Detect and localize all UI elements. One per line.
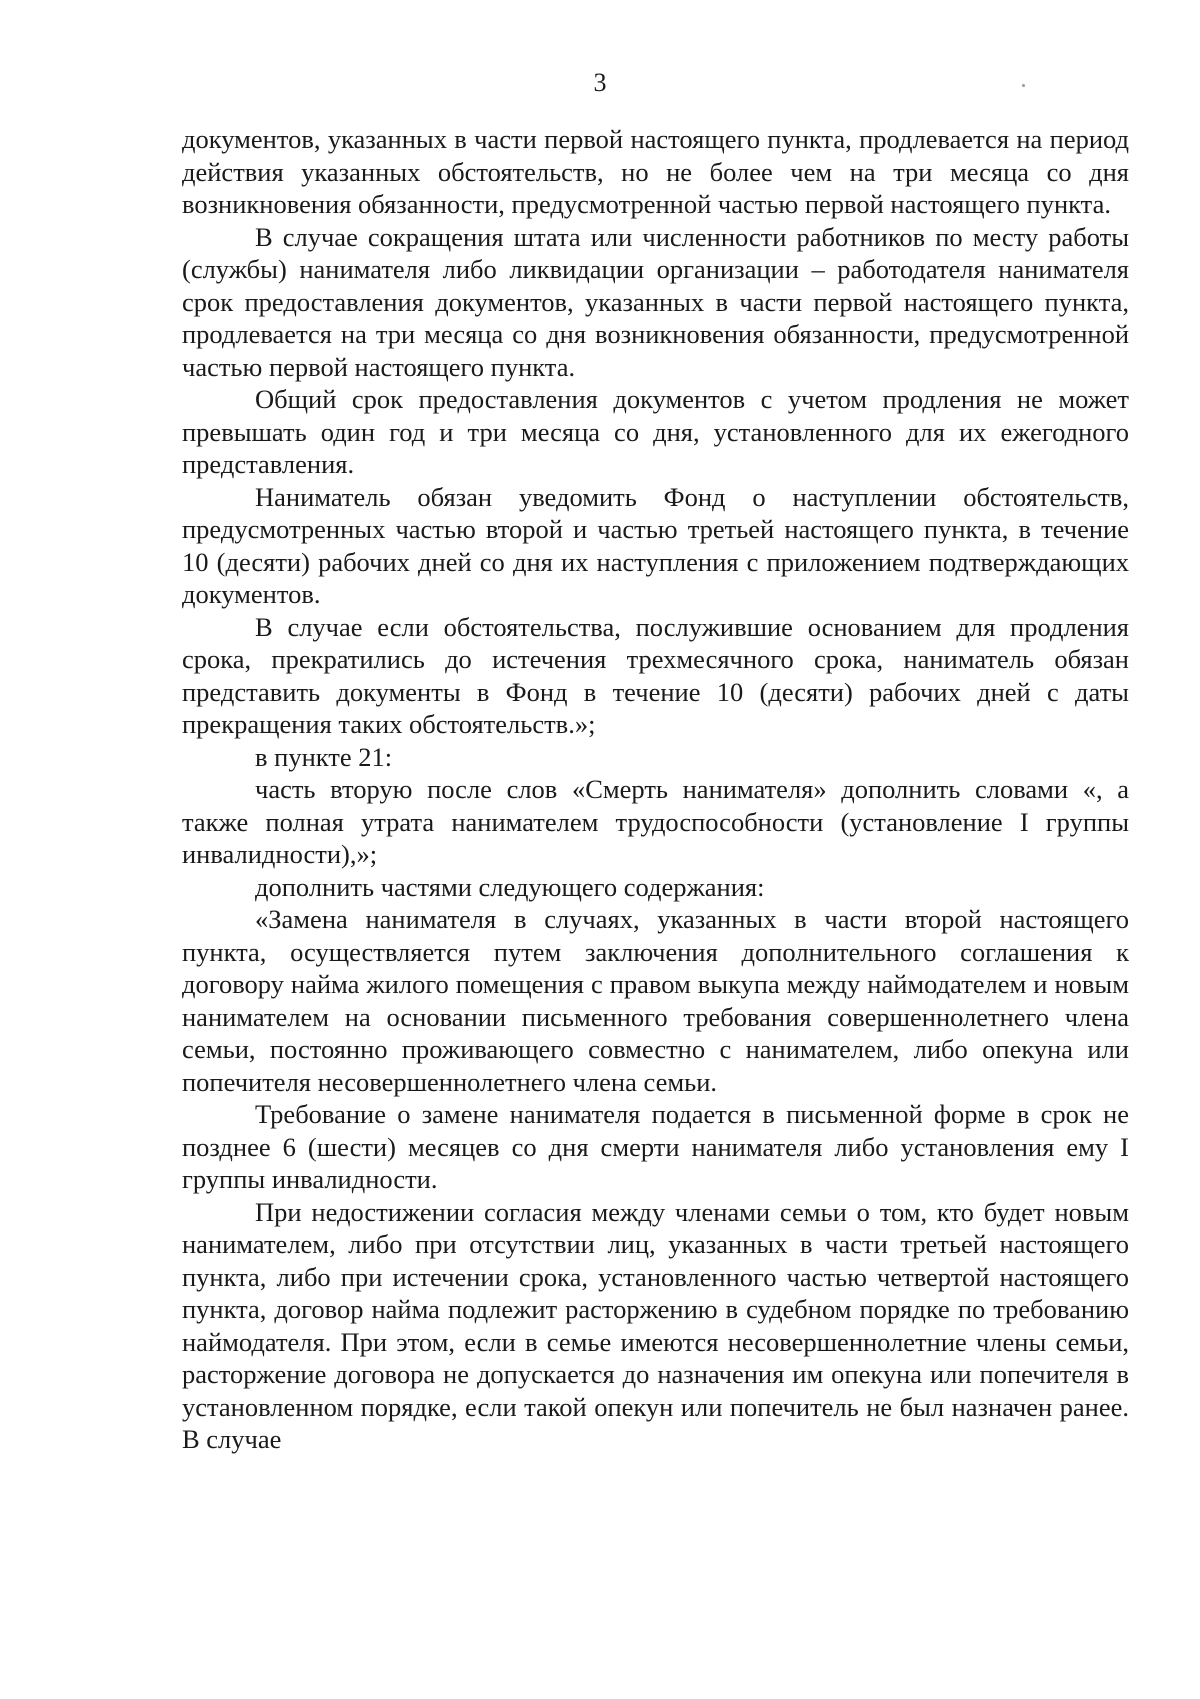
paragraph: В случае сокращения штата или численности работников по месту работы (службы) нанимателя либо ликвидации организации – работодателя нанимателя срок предоставления документов, указанных в части первой настоящего пункта, продлевается на три месяца со дня возникновения обязанности, предусмотренной частью первой настоящего пункта. <box>182 221 1129 382</box>
paragraph: Общий срок предоставления документов с учетом продления не может превышать один год и три месяца со дня, установленного для их ежегодного представления. <box>182 384 1129 479</box>
paragraph: часть вторую после слов «Смерть нанимателя» дополнить словами «, а также полная утрата нанимателем трудоспособности (установление I группы инвалидности),»; <box>182 774 1129 869</box>
paragraph-last: При недостижении согласия между членами семьи о том, кто будет новым нанимателем, либо при отсутствии лиц, указанных в части третьей настоящего пункта, либо при истечении срока, установленного частью четвертой настоящего пункта, договор найма подлежит расторжению в судебном порядке по требованию наймодателя. При этом, если в семье имеются несовершеннолетние члены семьи, расторжение договора не допускается до назначения им опекуна или попечителя в установленном порядке, если такой опекун или попечитель не был назначен ранее. В случае <box>182 1196 1129 1454</box>
paragraph: Требование о замене нанимателя подается в письменной форме в срок не позднее 6 (шести) месяцев со дня смерти нанимателя либо установления ему I группы инвалидности. <box>182 1099 1129 1194</box>
paragraph-continuation: документов, указанных в части первой настоящего пункта, продлевается на период действия указанных обстоятельств, но не более чем на три месяца со дня возникновения обязанности, предусмотренной частью первой настоящего пункта. <box>182 124 1129 219</box>
paragraph: «Замена нанимателя в случаях, указанных в части второй настоящего пункта, осуществляется путем заключения дополнительного соглашения к договору найма жилого помещения с правом выкупа между наймодателем и новым нанимателем на основании письменного требования совершеннолетнего члена семьи, постоянно проживающего совместно с нанимателем, либо опекуна или попечителя несовершеннолетнего члена семьи. <box>182 904 1129 1097</box>
page-number: 3 <box>593 68 607 97</box>
paragraph: Наниматель обязан уведомить Фонд о наступлении обстоятельств, предусмотренных частью второй и частью третьей настоящего пункта, в течение 10 (десяти) рабочих дней со дня их наступления с приложением подтверждающих документов. <box>182 481 1129 609</box>
paragraph: В случае если обстоятельства, послужившие основанием для продления срока, прекратились до истечения трехмесячного срока, наниматель обязан представить документы в Фонд в течение 10 (десяти) рабочих дней с даты прекращения таких обстоятельств.»; <box>182 611 1129 739</box>
paragraph: в пункте 21: <box>255 741 393 772</box>
document-body <box>182 123 1129 1456</box>
scan-artifact <box>1022 84 1025 87</box>
paragraph: дополнить частями следующего содержания: <box>255 871 765 902</box>
